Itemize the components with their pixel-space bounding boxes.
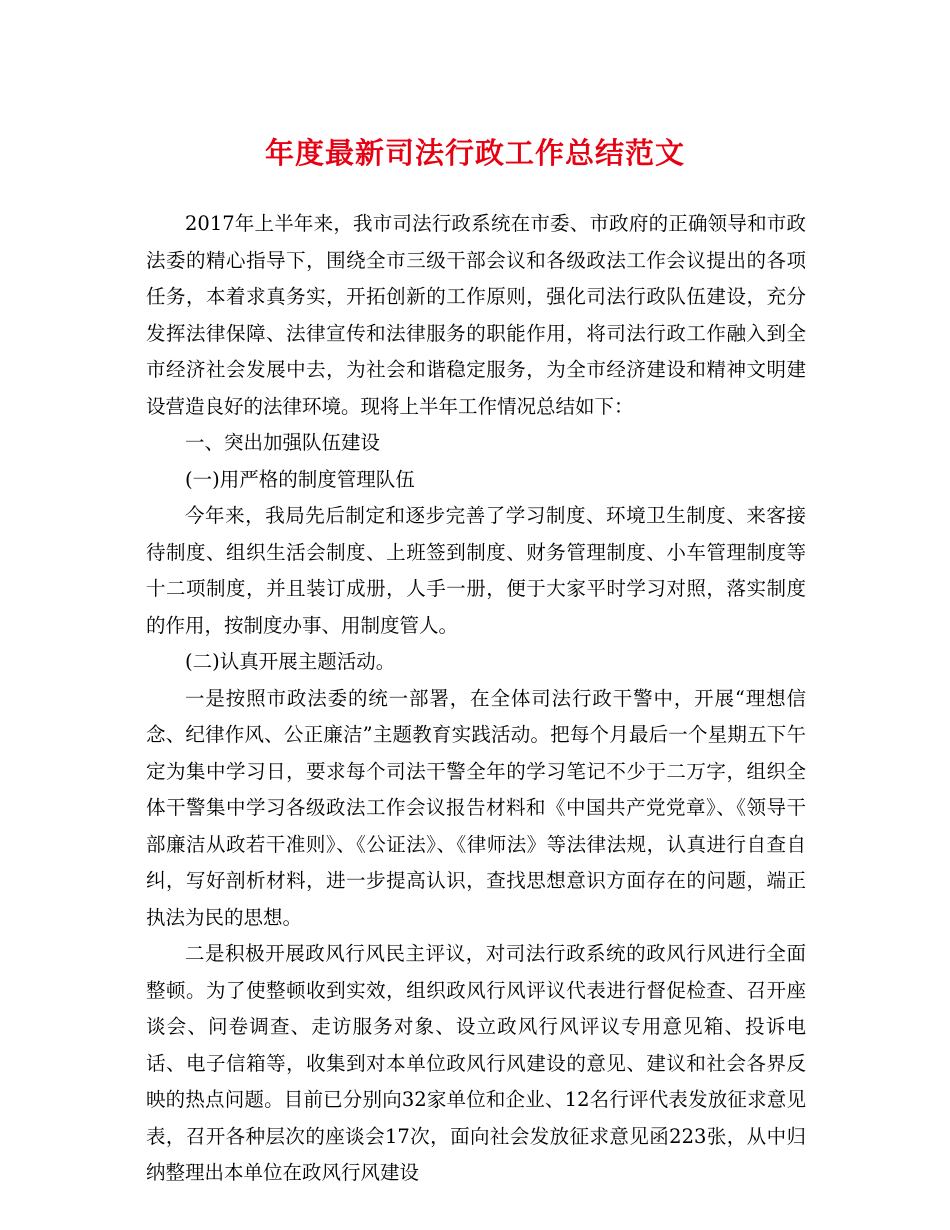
- paragraph-activity-2: 二是积极开展政风行风民主评议，对司法行政系统的政风行风进行全面整顿。为了使整顿收到实效，组织政风行风评议代表进行督促检查、召开座谈会、问卷调查、走访服务对象、设立政风行风评议专用意见箱、投诉电话、电子信箱等，收集到对本单位政风行风建设的意见、建议和社会各界反映的热点问题。目前已分别向32家单位和企业、12名行评代表发放征求意见表，召开各种层次的座谈会17次，面向社会发放征求意见函223张，从中归纳整理出本单位在政风行风建设: [146, 942, 806, 1184]
- document-title: 年度最新司法行政工作总结范文: [264, 136, 685, 170]
- paragraph-rules: 今年来，我局先后制定和逐步完善了学习制度、环境卫生制度、来客接待制度、组织生活会制度、上班签到制度、财务管理制度、小车管理制度等十二项制度，并且装订成册，人手一册，便于大家平时学习对照，落实制度的作用，按制度办事、用制度管人。: [146, 504, 806, 637]
- section-heading-1: 一、突出加强队伍建设: [185, 431, 381, 454]
- document-body: [146, 206, 806, 1192]
- paragraph-intro: 2017年上半年来，我市司法行政系统在市委、市政府的正确领导和市政法委的精心指导下，围绕全市三级干部会议和各级政法工作会议提出的各项任务，本着求真务实，开拓创新的工作原则，强化司法行政队伍建设，充分发挥法律保障、法律宣传和法律服务的职能作用，将司法行政工作融入到全市经济社会发展中去，为社会和谐稳定服务，为全市经济建设和精神文明建设营造良好的法律环境。现将上半年工作情况总结如下：: [146, 212, 806, 418]
- subsection-heading-2: (二)认真开展主题活动。: [185, 650, 396, 673]
- subsection-heading-1: (一)用严格的制度管理队伍: [185, 467, 415, 491]
- paragraph-activity-1: 一是按照市政法委的统一部署，在全体司法行政干警中，开展“理想信念、纪律作风、公正廉洁”主题教育实践活动。把每个月最后一个星期五下午定为集中学习日，要求每个司法干警全年的学习笔记不少于二万字，组织全体干警集中学习各级政法工作会议报告材料和《中国共产党党章》、《领导干部廉洁从政若干准则》、《公证法》、《律师法》等法律法规，认真进行自查自纠，写好剖析材料，进一步提高认识，查找思想意识方面存在的问题，端正执法为民的思想。: [146, 686, 806, 929]
